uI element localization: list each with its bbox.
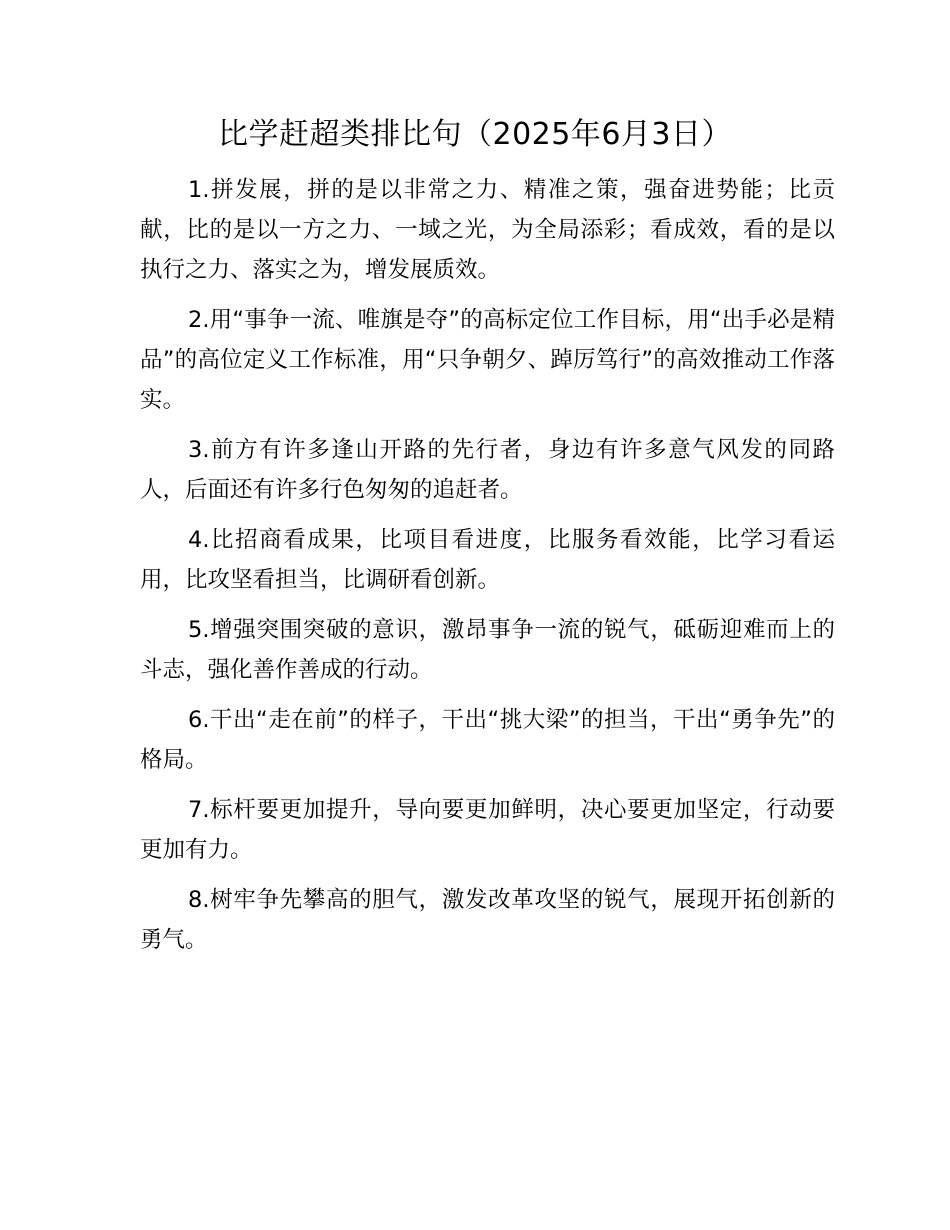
document-title: 比学赶超类排比句（2025年6月3日）: [217, 117, 733, 152]
paragraph-3: 3.前方有许多逢山开路的先行者，身边有许多意气风发的同路人，后面还有许多行色匆匆的追赶者。: [140, 437, 835, 503]
paragraph-5: 5.增强突围突破的意识，激昂事争一流的锐气，砥砺迎难而上的斗志，强化善作善成的行动。: [140, 617, 835, 683]
document-body: [140, 170, 835, 970]
paragraph-4: 4.比招商看成果，比项目看进度，比服务看效能，比学习看运用，比攻坚看担当，比调研看创新。: [140, 527, 835, 593]
paragraph-1: 1.拼发展，拼的是以非常之力、精准之策，强奋进势能；比贡献，比的是以一方之力、一域之光，为全局添彩；看成效，看的是以执行之力、落实之为，增发展质效。: [140, 177, 835, 283]
paragraph-7: 7.标杆要更加提升，导向要更加鲜明，决心要更加坚定，行动要更加有力。: [140, 797, 835, 863]
paragraph-8: 8.树牢争先攀高的胆气，激发改革攻坚的锐气，展现开拓创新的勇气。: [140, 887, 835, 953]
paragraph-6: 6.干出“走在前”的样子，干出“挑大梁”的担当，干出“勇争先”的格局。: [140, 707, 835, 773]
paragraph-2: 2.用“事争一流、唯旗是夺”的高标定位工作目标，用“出手必是精品”的高位定义工作标准，用“只争朝夕、踔厉笃行”的高效推动工作落实。: [140, 307, 835, 413]
